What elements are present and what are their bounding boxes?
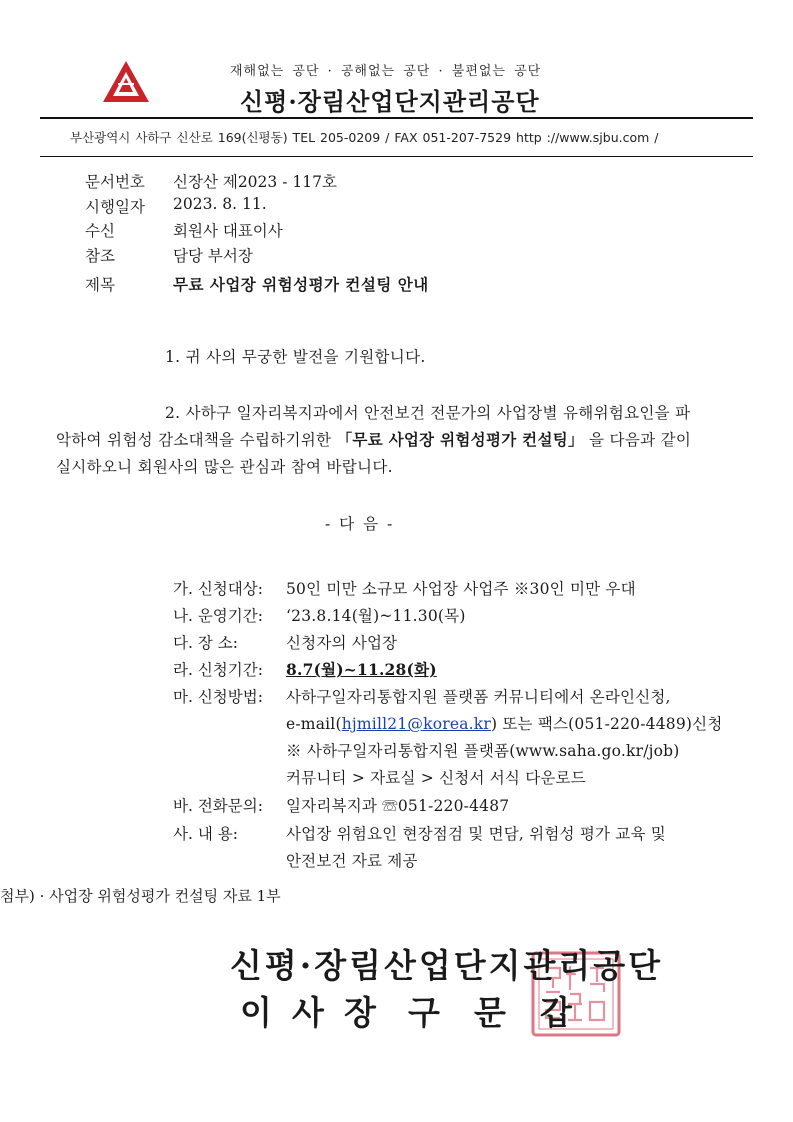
paragraph-2-line-3: 실시하오니 회원사의 많은 관심과 참여 바랍니다.: [56, 458, 393, 476]
item-label-target: 가. 신청대상:: [173, 580, 263, 598]
item-value-method-email: [286, 712, 723, 734]
org-title: 신평·장림산업단지관리공단: [240, 87, 540, 116]
paragraph-text: 을 다음과 같이: [583, 431, 692, 449]
meta-label: 수신: [85, 222, 115, 240]
item-label-apply-period: 라. 신청기간:: [173, 661, 263, 679]
section-heading: - 다 음 -: [325, 515, 395, 533]
meta-label: 문서번호: [85, 173, 145, 191]
signature-char: 장: [344, 993, 376, 1032]
item-label-period: 나. 운영기간:: [173, 607, 263, 625]
signature-char: 갑: [540, 993, 572, 1032]
item-value-place: 신청자의 사업장: [286, 634, 398, 652]
item-value-content: 사업장 위험요인 현장점검 및 면담, 위험성 평가 교육 및: [286, 825, 666, 843]
meta-value: 회원사 대표이사: [173, 222, 283, 240]
program-name: 「무료 사업장 위험성평가 컨설팅」: [336, 430, 584, 449]
signature-org: 신평·장림산업단지관리공단: [230, 946, 664, 985]
meta-value: 담당 부서장: [173, 247, 253, 265]
item-value-target: 50인 미만 소규모 사업장 사업주 ※30인 미만 우대: [286, 580, 636, 598]
paragraph-2-line-1: 2. 사하구 일자리복지과에서 안전보건 전문가의 사업장별 유해위험요인을 파: [165, 404, 691, 422]
item-value-method-note-1: ※ 사하구일자리통합지원 플랫폼(www.saha.go.kr/job): [286, 742, 680, 760]
method-text: e-mail(: [286, 715, 342, 733]
meta-label: 시행일자: [85, 198, 145, 216]
meta-subject: [85, 273, 429, 295]
meta-label: 제목: [85, 276, 115, 294]
address-divider: [40, 156, 753, 157]
meta-date: [85, 195, 267, 217]
meta-value: 신장산 제2023 - 117호: [173, 173, 337, 191]
meta-label: 참조: [85, 247, 115, 265]
slogan: 재해없는 공단 · 공해없는 공단 · 불편없는 공단: [230, 64, 542, 79]
meta-value: 무료 사업장 위험성평가 컨설팅 안내: [173, 276, 429, 294]
meta-reference: [85, 244, 253, 266]
signature-char: 이: [240, 993, 272, 1032]
org-address: 부산광역시 사하구 신산로 169(신평동) TEL 205-0209 / FAX 051-207-7529 http ://www.sjbu.com /: [70, 130, 659, 145]
paragraph-1: 1. 귀 사의 무궁한 발전을 기원합니다.: [165, 348, 426, 366]
item-value-method-note-2: 커뮤니티 > 자료실 > 신청서 서식 다운로드: [286, 769, 586, 787]
item-label-place: 다. 장 소:: [173, 634, 238, 652]
org-logo-icon: [100, 58, 152, 108]
email-link[interactable]: hjmill21@korea.kr: [341, 715, 491, 733]
signature-char: 구: [408, 993, 440, 1032]
item-value-content-2: 안전보건 자료 제공: [286, 852, 418, 870]
header-divider: [40, 117, 753, 119]
meta-recipient: [85, 219, 283, 241]
meta-value: 2023. 8. 11.: [173, 195, 267, 213]
item-value-contact: 일자리복지과 ☏051-220-4487: [286, 797, 510, 815]
item-value-period: ‘23.8.14(월)~11.30(목): [286, 607, 466, 625]
item-value-method: 사하구일자리통합지원 플랫폼 커뮤니티에서 온라인신청,: [286, 688, 671, 706]
method-text: ) 또는 팩스(051-220-4489)신청: [490, 715, 723, 733]
item-label-method: 마. 신청방법:: [173, 688, 263, 706]
item-value-apply-period: 8.7(월)~11.28(화): [286, 660, 437, 679]
item-label-contact: 바. 전화문의:: [173, 797, 263, 815]
meta-doc-number: [85, 170, 337, 192]
paragraph-text: 악하여 위험성 감소대책을 수립하기위한: [56, 431, 337, 449]
item-label-content: 사. 내 용:: [173, 825, 238, 843]
signature-char: 사: [292, 993, 324, 1032]
paragraph-2-line-2: [56, 428, 691, 450]
attachment-note: 첨부) · 사업장 위험성평가 컨설팅 자료 1부: [0, 887, 281, 905]
signature-char: 문: [474, 993, 506, 1032]
